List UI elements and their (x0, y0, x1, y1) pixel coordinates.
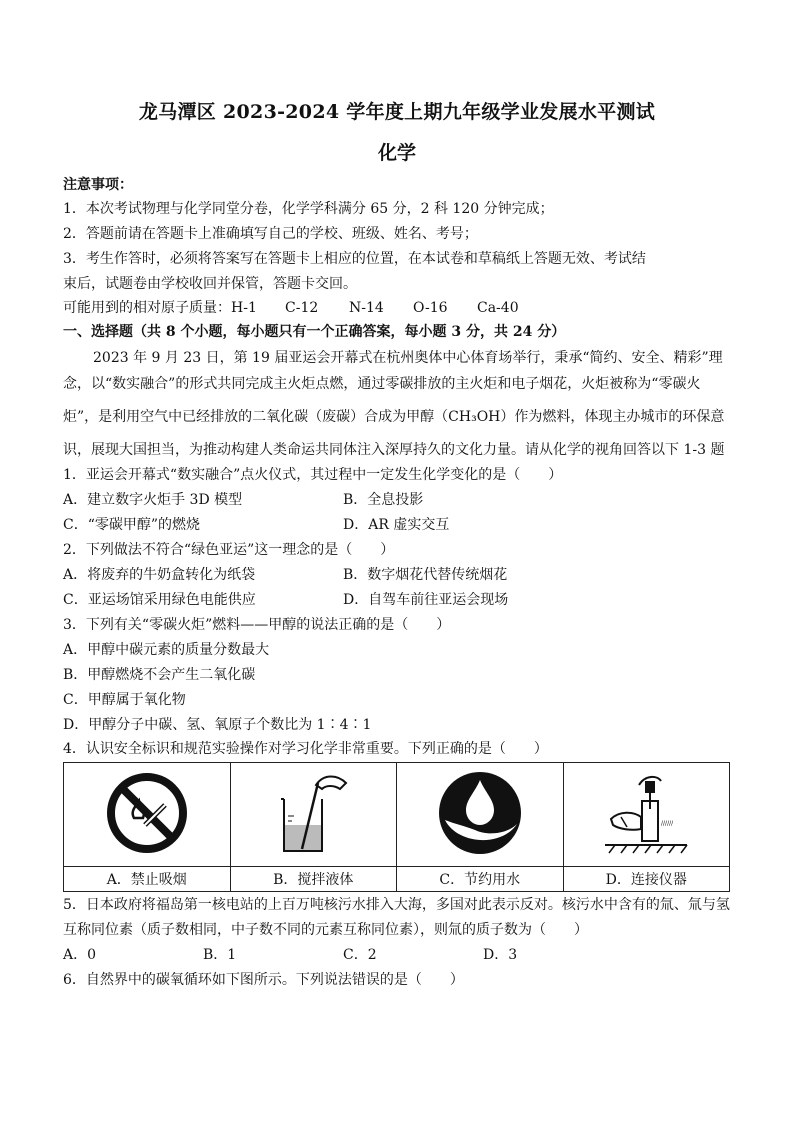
connecting-apparatus-icon (601, 767, 691, 859)
note-item-2: 2．答题前请在答题卡上准确填写自己的学校、班级、姓名、考号； (63, 226, 478, 242)
q5-option-b: B．1 (203, 947, 237, 963)
notes-heading: 注意事项： (63, 177, 133, 193)
note-item-3: 3．考生作答时，必须将答案写在答题卡上相应的位置，在本试卷和草稿纸上答题无效、考试结 (63, 251, 646, 267)
section-heading: 一、选择题（共 8 个小题，每小题只有一个正确答案，每小题 3 分，共 24 分） (63, 324, 566, 340)
q3-option-a: A．甲醇中碳元素的质量分数最大 (63, 642, 270, 658)
atomic-mass-label: 可能用到的相对原子质量： (63, 300, 231, 316)
q2-option-b: B．数字烟花代替传统烟花 (343, 567, 508, 583)
atomic-masses (63, 299, 519, 317)
q1-stem: 1．亚运会开幕式“数实融合”点火仪式，其过程中一定发生化学变化的是（ ） (63, 467, 563, 483)
q4-caption-b: B．搅拌液体 (230, 867, 397, 892)
q3-option-d: D．甲醇分子中碳、氢、氧原子个数比为 1∶4∶1 (63, 717, 372, 733)
atomic-mass-c: C-12 (285, 300, 319, 316)
q3-option-b: B．甲醇燃烧不会产生二氧化碳 (63, 667, 256, 683)
subject-title: 化学 (377, 142, 416, 164)
q4-image-cell-b (230, 763, 397, 867)
q5-option-d: D．3 (483, 947, 518, 963)
stirring-liquid-icon (268, 769, 358, 857)
q5-stem-line-2: 互称同位素（质子数相同，中子数不同的元素互称同位素），则氚的质子数为（ ） (63, 922, 588, 938)
q2-option-c: C．亚运场馆采用绿色电能供应 (63, 592, 256, 608)
passage-line-2: 念，以“数实融合”的形式共同完成主火炬点燃，通过零碳排放的主火炬和电子烟花，火炬被称为“零碳火 (63, 376, 701, 392)
atomic-mass-n: N-14 (349, 300, 384, 316)
q4-image-cell-c (397, 763, 564, 867)
q1-option-c: C．“零碳甲醇”的燃烧 (63, 517, 201, 533)
atomic-mass-o: O-16 (413, 300, 448, 316)
q4-stem: 4．认识安全标识和规范实验操作对学习化学非常重要。下列正确的是（ ） (63, 741, 548, 757)
q4-caption-a: A．禁止吸烟 (64, 867, 231, 892)
q4-caption-d: D．连接仪器 (563, 867, 730, 892)
q1-option-a: A．建立数字火炬手 3D 模型 (63, 492, 243, 508)
q2-option-d: D．自驾车前往亚运会现场 (343, 592, 509, 608)
exam-title: 龙马潭区 2023-2024 学年度上期九年级学业发展水平测试 (138, 101, 656, 123)
passage-line-1: 2023 年 9 月 23 日，第 19 届亚运会开幕式在杭州奥体中心体育场举行，秉承“简约、安全、精彩”理 (93, 350, 723, 366)
passage-line-4: 识，展现大国担当，为推动构建人类命运共同体注入深厚持久的文化力量。请从化学的视角回答以下 1-3 题 (63, 442, 725, 458)
q4-caption-c: C．节约用水 (397, 867, 564, 892)
no-smoking-sign-icon (105, 771, 189, 855)
q2-option-a: A．将废弃的牛奶盒转化为纸袋 (63, 567, 256, 583)
q2-stem: 2．下列做法不符合“绿色亚运”这一理念的是（ ） (63, 542, 395, 558)
q3-option-c: C．甲醇属于氧化物 (63, 692, 186, 708)
q5-option-c: C．2 (343, 947, 377, 963)
svg-text://////: ////// (661, 819, 674, 827)
atomic-mass-ca: Ca-40 (477, 300, 519, 316)
q3-stem: 3．下列有关“零碳火炬”燃料——甲醇的说法正确的是（ ） (63, 617, 451, 633)
passage-line-3: 炬”，是利用空气中已经排放的二氧化碳（废碳）合成为甲醇（CH₃OH）作为燃料，体现主办城市的环保意 (63, 409, 725, 425)
atomic-mass-h: H-1 (231, 300, 257, 316)
q4-image-cell-a (64, 763, 231, 867)
q6-stem: 6．自然界中的碳氧循环如下图所示。下列说法错误的是（ ） (63, 972, 464, 988)
q5-option-a: A．0 (63, 947, 97, 963)
q1-option-d: D．AR 虚实交互 (343, 517, 450, 533)
note-item-1: 1．本次考试物理与化学同堂分卷，化学学科满分 65 分，2 科 120 分钟完成； (63, 201, 554, 217)
q4-image-cell-d (563, 763, 730, 867)
note-item-4: 束后，试题卷由学校收回并保管，答题卡交回。 (63, 276, 357, 292)
water-saving-sign-icon (435, 768, 525, 858)
q4-image-table (63, 762, 730, 892)
q5-stem-line-1: 5．日本政府将福岛第一核电站的上百万吨核污水排入大海，多国对此表示反对。核污水中含有的氚、氚与氢 (63, 897, 730, 913)
q1-option-b: B．全息投影 (343, 492, 424, 508)
